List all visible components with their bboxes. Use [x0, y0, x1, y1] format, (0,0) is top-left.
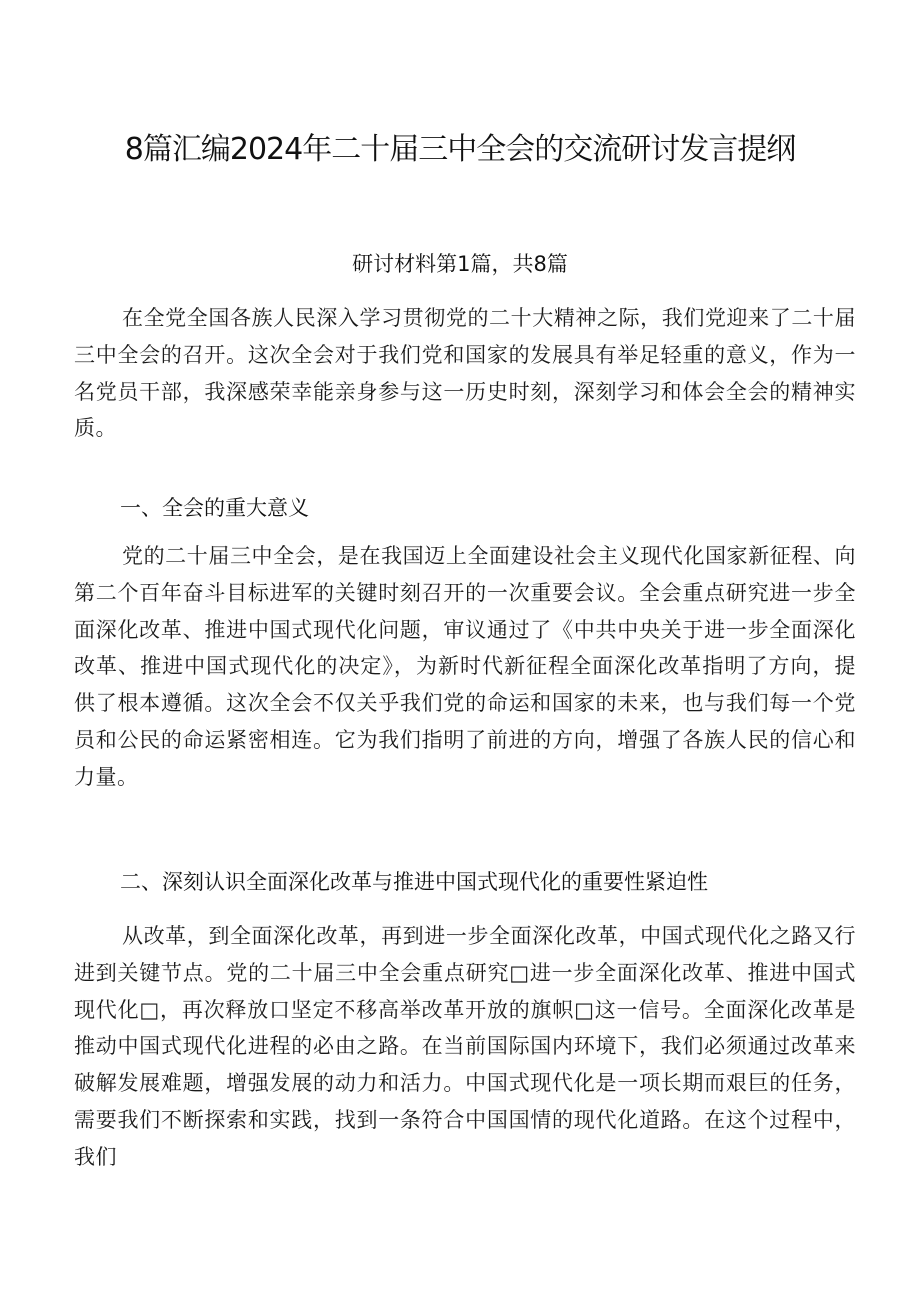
section-heading-2: 二、深刻认识全面深化改革与推进中国式现代化的重要性紧迫性: [120, 870, 708, 894]
section-2-paragraph: 从改革，到全面深化改革，再到进一步全面深化改革，中国式现代化之路又行进到关键节点。党的二十届三中全会重点研究□进一步全面深化改革、推进中国式现代化□，再次释放口坚定不移高举改革开放的旗帜□这一信号。全面深化改革是推动中国式现代化进程的必由之路。在当前国际国内环境下，我们必须通过改革来破解发展难题，增强发展的动力和活力。中国式现代化是一项长期而艰巨的任务，需要我们不断探索和实践，找到一条符合中国国情的现代化道路。在这个过程中，我们: [74, 924, 856, 1169]
intro-paragraph: 在全党全国各族人民深入学习贯彻党的二十大精神之际，我们党迎来了二十届三中全会的召开。这次全会对于我们党和国家的发展具有举足轻重的意义，作为一名党员干部，我深感荣幸能亲身参与这一历史时刻，深刻学习和体会全会的精神实质。: [74, 306, 856, 441]
section-1-paragraph: 党的二十届三中全会，是在我国迈上全面建设社会主义现代化国家新征程、向第二个百年奋斗目标进军的关键时刻召开的一次重要会议。全会重点研究进一步全面深化改革、推进中国式现代化问题，审议通过了《中共中央关于进一步全面深化改革、推进中国式现代化的决定》，为新时代新征程全面深化改革指明了方向，提供了根本遵循。这次全会不仅关乎我们党的命运和国家的未来，也与我们每一个党员和公民的命运紧密相连。它为我们指明了前进的方向，增强了各族人民的信心和力量。: [74, 544, 856, 789]
section-heading-1: 一、全会的重大意义: [120, 496, 309, 520]
document-title: 8篇汇编2024年二十届三中全会的交流研讨发言提纲: [124, 132, 796, 167]
document-subtitle: 研讨材料第1篇，共8篇: [352, 252, 568, 276]
